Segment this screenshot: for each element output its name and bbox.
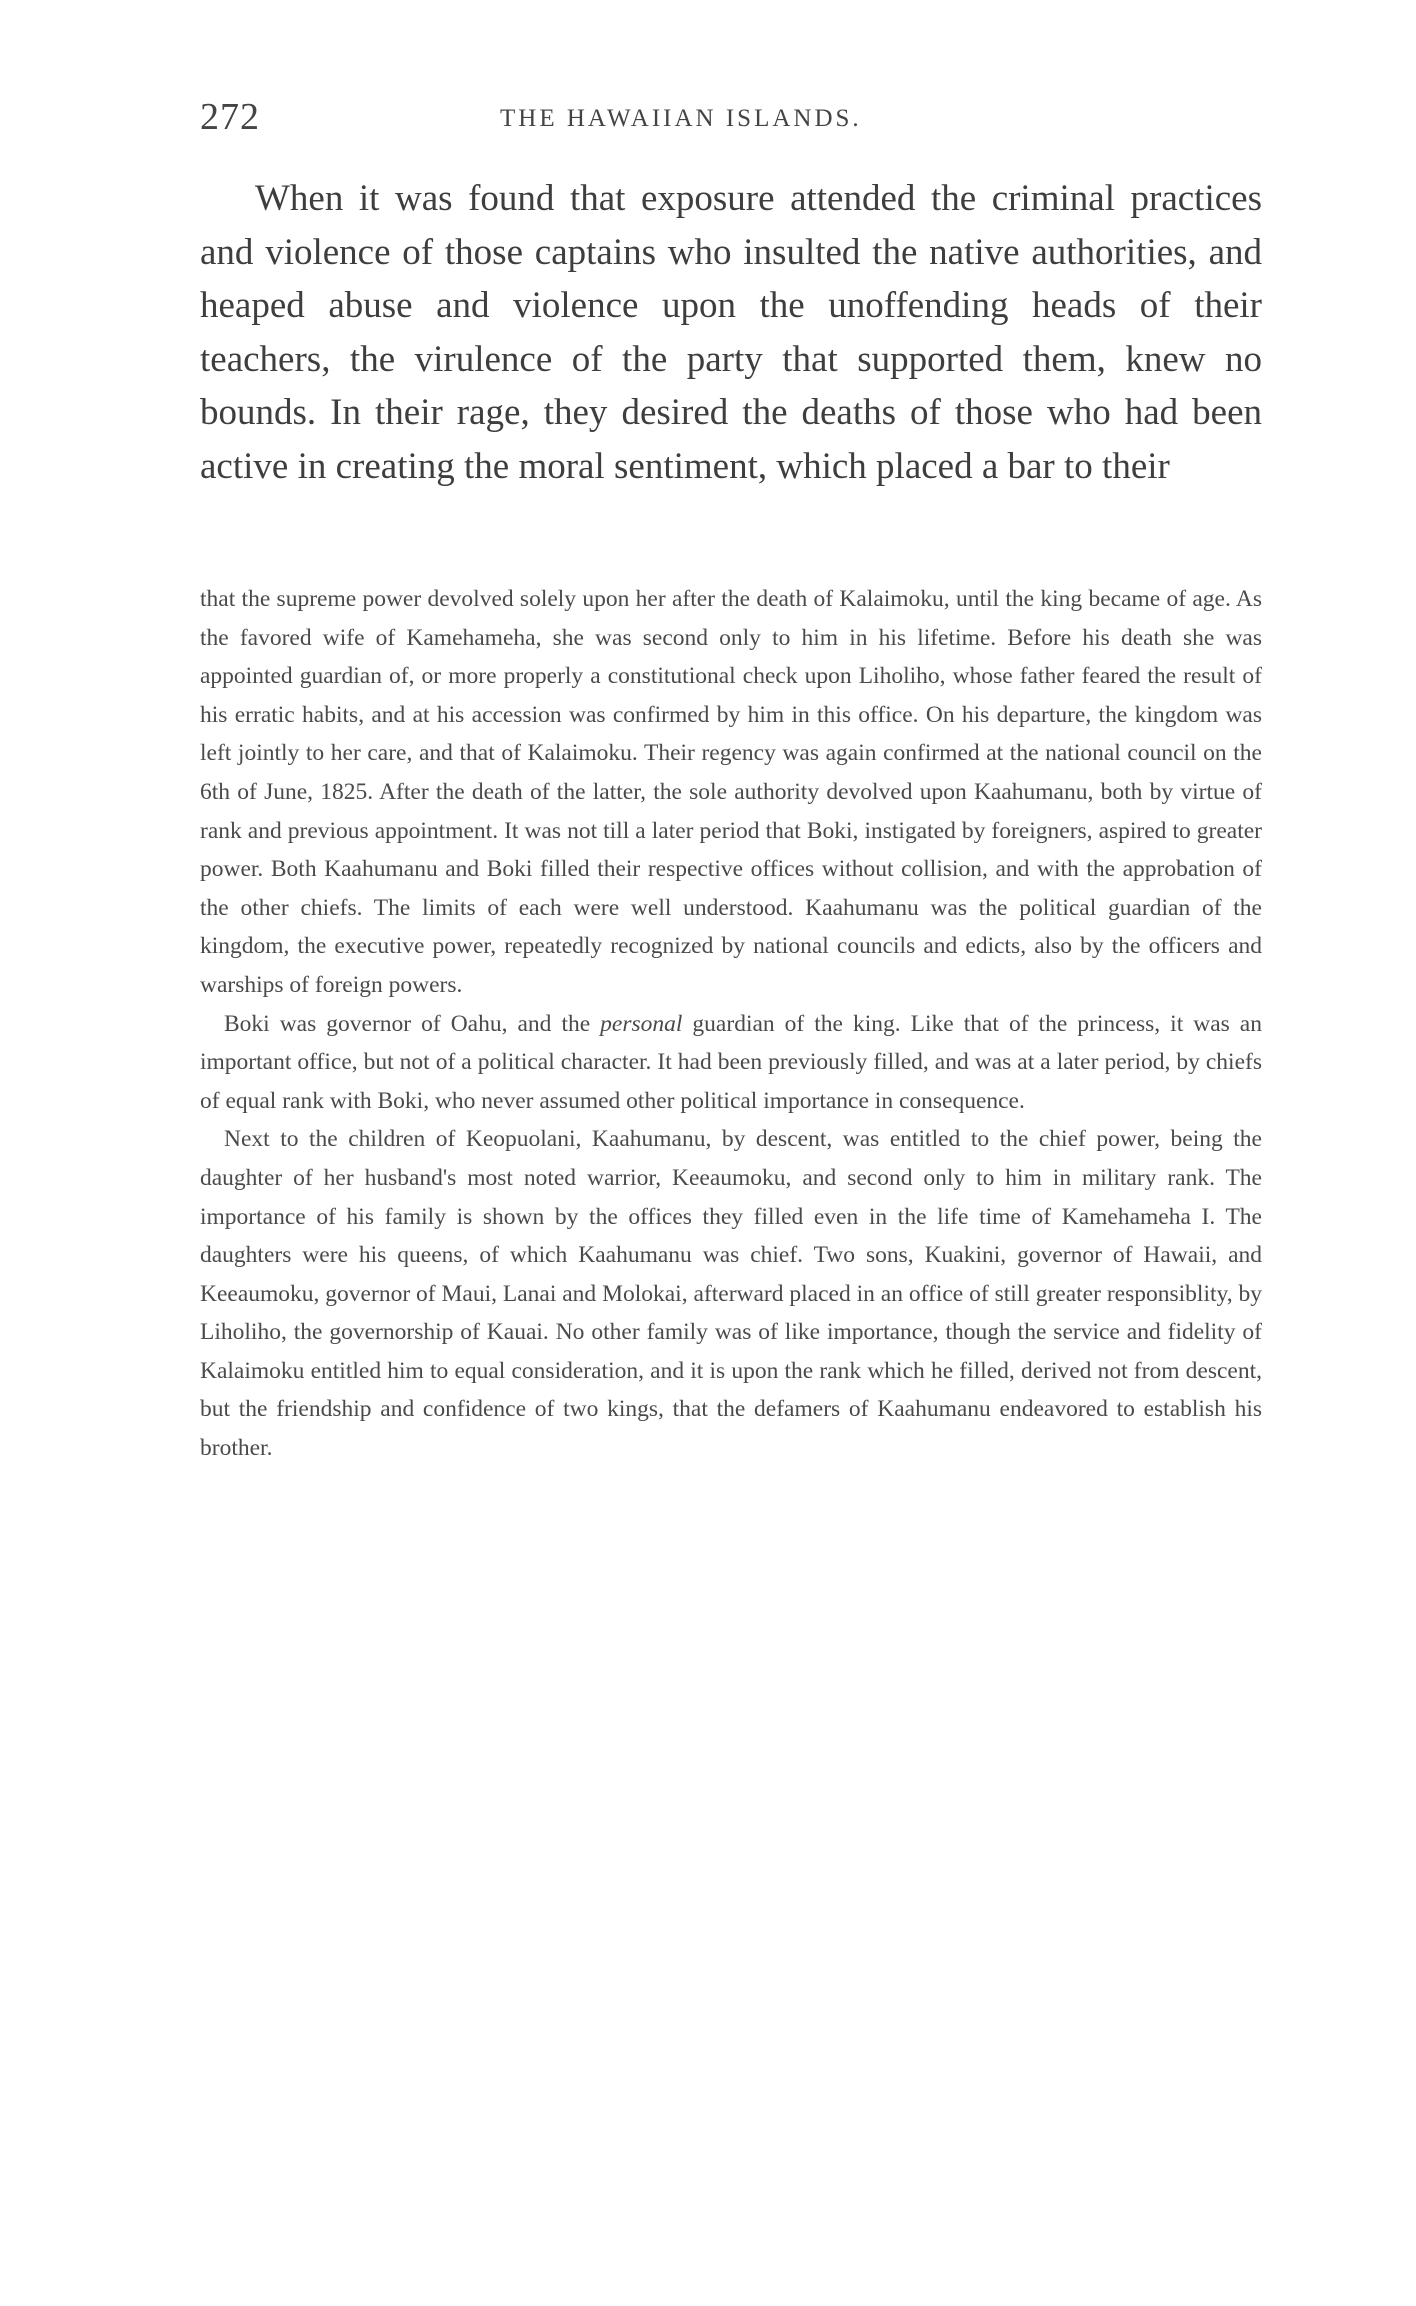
running-head [200,95,1260,145]
footnote-text: Boki was governor of Oahu, and the [224,1010,601,1037]
footnote-text: guardian of the king. Like that of the princess, it was an important office, but not of a political character. It had been previously filled, and was at a later period, by chiefs of equal rank with Boki, who never assumed other political importance in consequence. [200,1010,1262,1114]
footnote-paragraph [200,580,1262,1005]
main-paragraph: When it was found that exposure attended the criminal practices and violence of those captains who insulted the native authorities, and heaped abuse and violence upon the unoffending heads of their teachers, the virulence of the party that supported them, knew no bounds. In their rage, they desired the deaths of those who had been active in creating the moral sentiment, which placed a bar to their [200,178,1262,487]
footnote-text: Next to the children of Keopuolani, Kaahumanu, by descent, was entitled to the chief power, being the daughter of her husband's most noted warrior, Keeaumoku, and second only to him in military rank. The importance of his family is shown by the offices they filled even in the life time of Kamehameha I. The daughters were his queens, of which Kaahumanu was chief. Two sons, Kuakini, governor of Hawaii, and Keeaumoku, governor of Maui, Lanai and Molokai, afterward placed in an office of still greater responsiblity, by Liholiho, the governorship of Kauai. No other family was of like importance, though the service and fidelity of Kalaimoku entitled him to equal consideration, and it is upon the rank which he filled, derived not from descent, but the friendship and confidence of two kings, that the defamers of Kaahumanu endeavored to establish his brother. [200,1126,1262,1462]
running-title: THE HAWAIIAN ISLANDS. [500,105,862,132]
footnote-paragraph [200,1005,1262,1121]
footnote-italic-word: personal [600,1010,683,1037]
page-number: 272 [200,96,260,138]
footnote-text: that the supreme power devolved solely upon her after the death of Kalaimoku, until the king became of age. As the favored wife of Kamehameha, she was second only to him in his lifetime. Before his death she was appointed guardian of, or more properly a constitutional check upon Liholiho, whose father feared the result of his erratic habits, and at his accession was confirmed by him in this office. On his departure, the kingdom was left jointly to her care, and that of Kalaimoku. Their regency was again confirmed at the national council on the 6th of June, 1825. After the death of the latter, the sole authority devolved upon Kaahumanu, both by virtue of rank and previous appointment. It was not till a later period that Boki, instigated by foreigners, aspired to greater power. Both Kaahumanu and Boki filled their respective offices without collision, and with the approbation of the other chiefs. The limits of each were well understood. Kaahumanu was the political guardian of the kingdom, the executive power, repeatedly recognized by national councils and edicts, also by the officers and warships of foreign powers. [200,586,1262,998]
footnote-block [200,580,1262,1468]
footnote-paragraph [200,1120,1262,1467]
